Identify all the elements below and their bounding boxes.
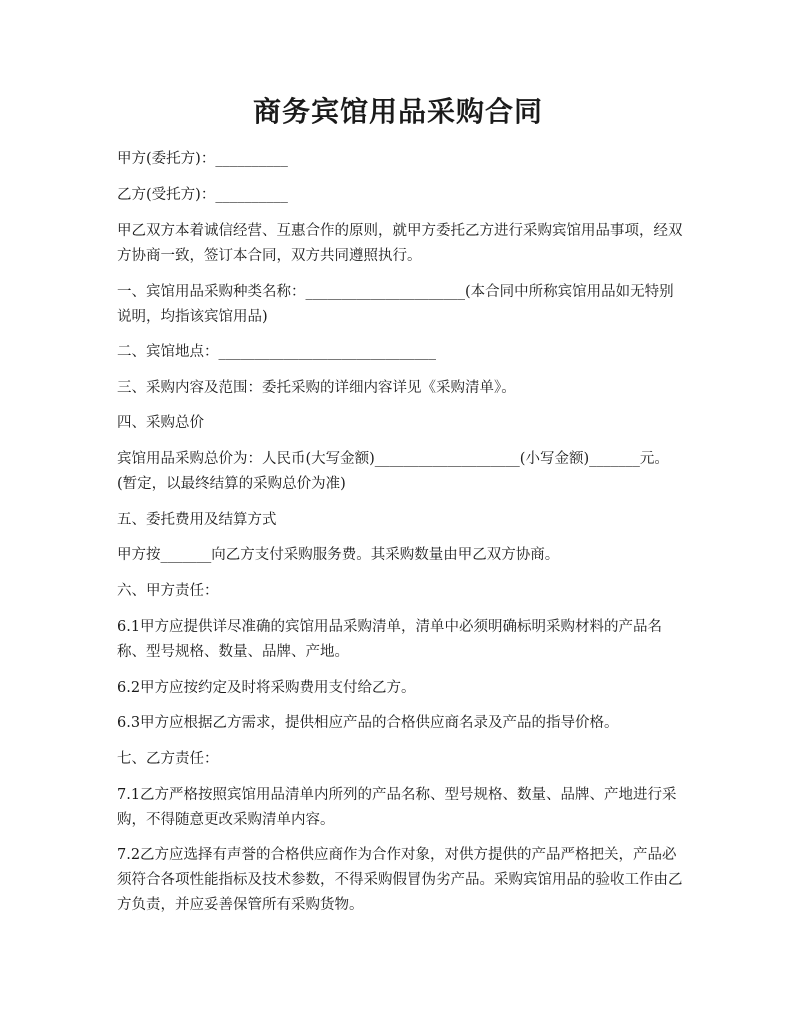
clause-2-paragraph: 二、宾馆地点：______________________________ [117,344,436,360]
clause-6-2-paragraph: 6.2甲方应按约定及时将采购费用支付给乙方。 [117,680,416,696]
preamble-paragraph: 甲乙双方本着诚信经营、互惠合作的原则，就甲方委托乙方进行采购宾馆用品事项，经双方协商一致，签订本合同，双方共同遵照执行。 [117,223,683,264]
clause-1-paragraph: 一、宾馆用品采购种类名称：______________________(本合同中所称宾馆用品如无特别说明，均指该宾馆用品) [117,284,674,325]
clause-7-heading: 七、乙方责任： [117,751,219,767]
clause-7-1-paragraph: 7.1乙方严格按照宾馆用品清单内所列的产品名称、型号规格、数量、品牌、产地进行采购，不得随意更改采购清单内容。 [117,787,677,828]
clause-4-heading: 四、采购总价 [117,415,204,431]
party-a-line: 甲方(委托方)：__________ [117,151,288,167]
party-b-line: 乙方(受托方)：__________ [117,187,288,203]
clause-6-3-paragraph: 6.3甲方应根据乙方需求，提供相应产品的合格供应商名录及产品的指导价格。 [117,715,619,731]
document-title: 商务宾馆用品采购合同 [252,95,543,128]
clause-3-paragraph: 三、采购内容及范围：委托采购的详细内容详见《采购清单》。 [117,380,516,396]
clause-6-heading: 六、甲方责任： [117,583,219,599]
clause-6-1-paragraph: 6.1甲方应提供详尽准确的宾馆用品采购清单，清单中必须明确标明采购材料的产品名称、型号规格、数量、品牌、产地。 [117,619,663,660]
total-price-paragraph: 宾馆用品采购总价为：人民币(大写金额)____________________(小写金额)_______元。(暂定，以最终结算的采购总价为准) [117,451,669,492]
clause-7-2-paragraph: 7.2乙方应选择有声誉的合格供应商作为合作对象，对供方提供的产品严格把关，产品必须符合各项性能指标及技术参数，不得采购假冒伪劣产品。采购宾馆用品的验收工作由乙方负责，并应妥善保管所有采购货物。 [117,847,683,913]
service-fee-paragraph: 甲方按_______向乙方支付采购服务费。其采购数量由甲乙双方协商。 [117,547,560,563]
clause-5-heading: 五、委托费用及结算方式 [117,512,277,528]
